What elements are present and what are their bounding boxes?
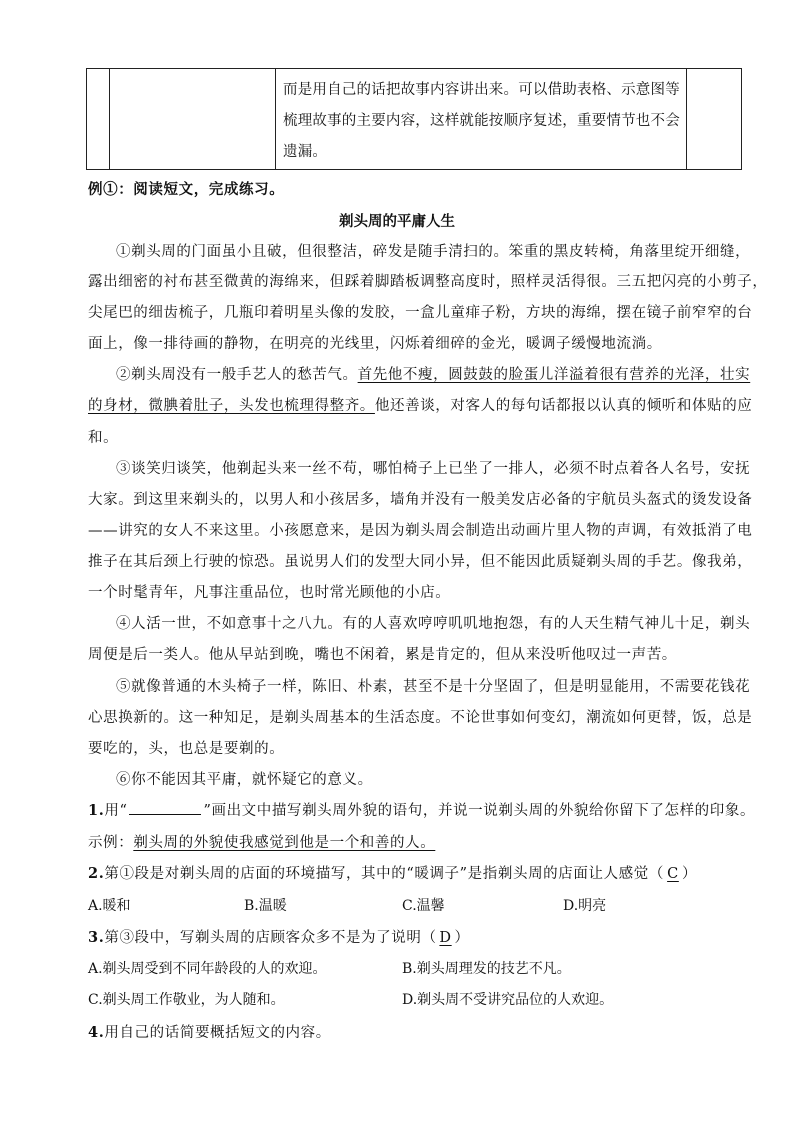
question-number: 1. — [88, 802, 105, 819]
question-3 — [88, 926, 470, 947]
paragraph-2-plain: 他还善谈，对客人的每句话都报以认真的倾听和体贴的应 — [374, 398, 753, 414]
paragraph-2-line — [88, 394, 752, 415]
question-number: 3. — [88, 929, 105, 946]
answer-choice: C — [667, 866, 679, 882]
question-4-text: 用自己的话简要概括短文的内容。 — [104, 1025, 331, 1041]
answer-text: 剃头周的外貌使我感觉到他是一个和善的人。 — [133, 835, 436, 851]
paragraph-4-line: 周便是后一类人。他从早站到晚，嘴也不闲着，累是肯定的，但从来没听他叹过一声苦。 — [88, 647, 677, 663]
appearance-sentence-underlined: 首先他不瘦，圆鼓鼓的脸蛋儿洋溢着很有营养的光泽，壮实 — [357, 367, 751, 383]
question-close-paren: ） — [681, 866, 698, 882]
paragraph-5-line: ⑤就像普通的木头椅子一样，陈旧、朴素，甚至不是十分坚固了，但是明显能用，不需要花钱花 — [116, 679, 751, 695]
paragraph-4-line: ④人活一世，不如意事十之八九。有的人喜欢哼哼叽叽地抱怨，有的人天生精气神儿十足，剃头 — [116, 616, 751, 632]
table-line: 而是用自己的话把故事内容讲出来。可以借助表格、示意图等 — [283, 82, 680, 98]
table-line: 梳理故事的主要内容，这样就能按顺序复述，重要情节也不会 — [283, 113, 680, 129]
method-table-fragment — [86, 68, 742, 170]
paragraph-1-line: 露出细密的衬布甚至微黄的海绵来，但踩着脚踏板调整高度时，照样灵活得很。三五把闪亮的小剪子， — [88, 274, 768, 290]
question-1 — [88, 799, 755, 820]
table-cell-text — [276, 69, 687, 170]
option-b: B.剃头周理发的技艺不凡。 — [402, 961, 571, 977]
option-a: A.剃头周受到不同年龄段的人的欢迎。 — [88, 961, 327, 977]
paragraph-2-line — [116, 363, 750, 384]
option-d: D.剃头周不受讲究品位的人欢迎。 — [402, 992, 614, 1008]
question-number: 2. — [88, 865, 105, 882]
question-4 — [88, 1021, 331, 1042]
question-1-answer — [88, 831, 435, 852]
question-1-text: ”画出文中描写剃头周外貌的语句，并说一说剃头周的外貌给你留下了怎样的印象。 — [203, 803, 756, 819]
option-b: B.温暖 — [244, 898, 287, 914]
question-2-text: 第①段是对剃头周的店面的环境描写，其中的“暖调子”是指剃头周的店面让人感觉（ — [104, 866, 664, 882]
answer-choice: D — [439, 930, 452, 946]
paragraph-3-line: ③谈笑归谈笑，他剃起头来一丝不苟，哪怕椅子上已坐了一排人，必须不时点着各人名号，安抚 — [116, 461, 751, 477]
option-a: A.暖和 — [88, 898, 131, 914]
answer-label: 示例： — [88, 835, 134, 851]
question-2 — [88, 862, 697, 883]
paragraph-1-line: ①剃头周的门面虽小且破，但很整洁，碎发是随手清扫的。笨重的黑皮转椅，角落里绽开细缝， — [116, 244, 751, 260]
table-cell-empty — [87, 69, 110, 170]
paragraph-5-line: 要吃的，头，也总是要剃的。 — [88, 741, 285, 757]
paragraph-3-line: 一个时髦青年，凡事注重品位，也时常光顾他的小店。 — [88, 585, 451, 601]
question-1-pre: 用“ — [104, 803, 128, 819]
option-c: C.剃头周工作敬业，为人随和。 — [88, 992, 285, 1008]
paragraph-3-line: 大家。到这里来剃头的，以男人和小孩居多，墙角并没有一般美发店必备的宇航员头盔式的烫发设备 — [88, 492, 753, 508]
option-d: D.明亮 — [563, 898, 607, 914]
paragraph-3-line: ——讲究的女人不来这里。小孩愿意来，是因为剃头周会制造出动画片里人物的声调，有效抵消了电 — [88, 523, 753, 539]
paragraph-1-line: 面上，像一排待画的静物，在明亮的光线里，闪烁着细碎的金光，暖调子缓慢地流淌。 — [88, 336, 662, 352]
option-c: C.温馨 — [402, 898, 445, 914]
paragraph-2-plain: ②剃头周没有一般手艺人的愁苦气。 — [116, 367, 358, 383]
table-cell-empty — [110, 69, 276, 170]
underline-blank — [129, 802, 201, 815]
paragraph-6-line: ⑥你不能因其平庸，就怀疑它的意义。 — [116, 772, 373, 788]
paragraph-1-line: 尖尾巴的细齿梳子，几瓶印着明星头像的发胶，一盒儿童痱子粉，方块的海绵，摆在镜子前窄窄的台 — [88, 305, 753, 321]
appearance-sentence-underlined: 的身材，微腆着肚子，头发也梳理得整齐。 — [88, 398, 375, 414]
example-heading: 例①：阅读短文，完成练习。 — [88, 181, 285, 198]
paragraph-2-line: 和。 — [88, 430, 119, 446]
table-row — [87, 69, 742, 170]
question-number: 4. — [88, 1024, 105, 1041]
table-cell-empty — [686, 69, 741, 170]
paragraph-5-line: 心思换新的。这一种知足，是剃头周基本的生活态度。不论世事如何变幻，潮流如何更替，饭，总是 — [88, 710, 753, 726]
article-title: 剃头周的平庸人生 — [339, 213, 455, 230]
question-3-text: 第③段中，写剃头周的店顾客众多不是为了说明（ — [104, 930, 437, 946]
paragraph-3-line: 推子在其后颈上行驶的惊恐。虽说男人们的发型大同小异，但不能因此质疑剃头周的手艺。像我弟， — [88, 554, 753, 570]
table-line: 遗漏。 — [283, 144, 328, 160]
question-close-paren: ） — [454, 930, 470, 946]
